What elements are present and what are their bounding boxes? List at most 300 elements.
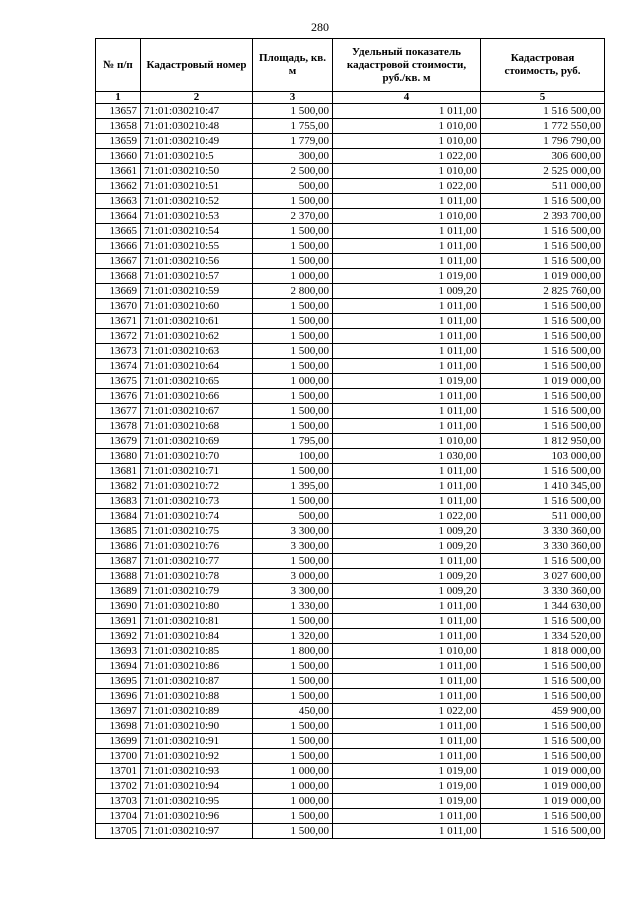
cadastral-number: 71:01:030210:91	[141, 734, 253, 749]
table-body	[96, 104, 605, 839]
cadastral-number: 71:01:030210:64	[141, 359, 253, 374]
cadastral-number: 71:01:030210:94	[141, 779, 253, 794]
table-row	[96, 494, 605, 509]
area-value: 1 500,00	[253, 494, 333, 509]
area-value: 1 500,00	[253, 734, 333, 749]
specific-value: 1 019,00	[333, 764, 481, 779]
area-value: 1 000,00	[253, 779, 333, 794]
table-row	[96, 194, 605, 209]
cadastral-number: 71:01:030210:48	[141, 119, 253, 134]
cadastral-number: 71:01:030210:55	[141, 239, 253, 254]
area-value: 1 320,00	[253, 629, 333, 644]
cadastral-number: 71:01:030210:59	[141, 284, 253, 299]
specific-value: 1 011,00	[333, 239, 481, 254]
table-row	[96, 179, 605, 194]
area-value: 1 000,00	[253, 374, 333, 389]
row-index: 13692	[96, 629, 141, 644]
table-row	[96, 809, 605, 824]
cadastral-number: 71:01:030210:61	[141, 314, 253, 329]
table-row	[96, 104, 605, 119]
header-specific-value: Удельный показатель кадастровой стоимости, руб./кв. м	[333, 39, 481, 92]
specific-value: 1 011,00	[333, 674, 481, 689]
cadastral-value: 1 516 500,00	[481, 689, 605, 704]
cadastral-number: 71:01:030210:92	[141, 749, 253, 764]
row-index: 13658	[96, 119, 141, 134]
row-index: 13675	[96, 374, 141, 389]
specific-value: 1 022,00	[333, 509, 481, 524]
specific-value: 1 011,00	[333, 809, 481, 824]
table-row	[96, 779, 605, 794]
cadastral-value: 1 516 500,00	[481, 719, 605, 734]
table-row	[96, 119, 605, 134]
table-row	[96, 794, 605, 809]
table-row	[96, 524, 605, 539]
table-row	[96, 299, 605, 314]
cadastral-number: 71:01:030210:74	[141, 509, 253, 524]
specific-value: 1 010,00	[333, 434, 481, 449]
row-index: 13689	[96, 584, 141, 599]
cadastral-value: 1 516 500,00	[481, 749, 605, 764]
table-row	[96, 749, 605, 764]
row-index: 13687	[96, 554, 141, 569]
row-index: 13686	[96, 539, 141, 554]
row-index: 13705	[96, 824, 141, 839]
cadastral-number: 71:01:030210:56	[141, 254, 253, 269]
cadastral-value: 1 516 500,00	[481, 329, 605, 344]
table-row	[96, 584, 605, 599]
table-row	[96, 539, 605, 554]
row-index: 13683	[96, 494, 141, 509]
row-index: 13679	[96, 434, 141, 449]
area-value: 1 500,00	[253, 194, 333, 209]
specific-value: 1 011,00	[333, 689, 481, 704]
column-number: 2	[141, 92, 253, 104]
specific-value: 1 019,00	[333, 374, 481, 389]
table-row	[96, 764, 605, 779]
row-index: 13676	[96, 389, 141, 404]
cadastral-number: 71:01:030210:77	[141, 554, 253, 569]
specific-value: 1 011,00	[333, 659, 481, 674]
area-value: 1 330,00	[253, 599, 333, 614]
table-row	[96, 359, 605, 374]
cadastral-value: 1 516 500,00	[481, 659, 605, 674]
area-value: 1 779,00	[253, 134, 333, 149]
table-row	[96, 419, 605, 434]
table-row	[96, 734, 605, 749]
area-value: 1 500,00	[253, 299, 333, 314]
table-row	[96, 629, 605, 644]
specific-value: 1 011,00	[333, 749, 481, 764]
area-value: 450,00	[253, 704, 333, 719]
area-value: 1 500,00	[253, 254, 333, 269]
specific-value: 1 011,00	[333, 299, 481, 314]
table-row	[96, 224, 605, 239]
table-row	[96, 509, 605, 524]
specific-value: 1 019,00	[333, 269, 481, 284]
cadastral-value: 1 516 500,00	[481, 734, 605, 749]
table-row	[96, 824, 605, 839]
cadastral-number: 71:01:030210:66	[141, 389, 253, 404]
row-index: 13668	[96, 269, 141, 284]
cadastral-value: 3 330 360,00	[481, 539, 605, 554]
cadastral-value: 1 516 500,00	[481, 359, 605, 374]
specific-value: 1 010,00	[333, 209, 481, 224]
area-value: 1 500,00	[253, 104, 333, 119]
cadastral-value: 3 330 360,00	[481, 584, 605, 599]
cadastral-number: 71:01:030210:51	[141, 179, 253, 194]
column-number-row	[96, 92, 605, 104]
cadastral-number: 71:01:030210:54	[141, 224, 253, 239]
row-index: 13672	[96, 329, 141, 344]
specific-value: 1 019,00	[333, 794, 481, 809]
specific-value: 1 019,00	[333, 779, 481, 794]
cadastral-number: 71:01:030210:65	[141, 374, 253, 389]
area-value: 1 000,00	[253, 269, 333, 284]
row-index: 13678	[96, 419, 141, 434]
table-row	[96, 269, 605, 284]
row-index: 13684	[96, 509, 141, 524]
cadastral-value: 1 812 950,00	[481, 434, 605, 449]
row-index: 13677	[96, 404, 141, 419]
cadastral-number: 71:01:030210:79	[141, 584, 253, 599]
cadastral-number: 71:01:030210:5	[141, 149, 253, 164]
specific-value: 1 011,00	[333, 479, 481, 494]
row-index: 13661	[96, 164, 141, 179]
specific-value: 1 011,00	[333, 404, 481, 419]
cadastral-number: 71:01:030210:87	[141, 674, 253, 689]
area-value: 2 370,00	[253, 209, 333, 224]
cadastral-number: 71:01:030210:89	[141, 704, 253, 719]
area-value: 1 755,00	[253, 119, 333, 134]
row-index: 13666	[96, 239, 141, 254]
row-index: 13704	[96, 809, 141, 824]
area-value: 500,00	[253, 509, 333, 524]
area-value: 1 500,00	[253, 614, 333, 629]
specific-value: 1 022,00	[333, 179, 481, 194]
row-index: 13703	[96, 794, 141, 809]
cadastral-value: 3 330 360,00	[481, 524, 605, 539]
cadastral-value: 1 516 500,00	[481, 104, 605, 119]
table-row	[96, 614, 605, 629]
row-index: 13691	[96, 614, 141, 629]
cadastral-value: 1 019 000,00	[481, 794, 605, 809]
area-value: 1 795,00	[253, 434, 333, 449]
row-index: 13664	[96, 209, 141, 224]
area-value: 1 500,00	[253, 689, 333, 704]
table-row	[96, 689, 605, 704]
cadastral-value: 1 019 000,00	[481, 764, 605, 779]
cadastral-number: 71:01:030210:70	[141, 449, 253, 464]
specific-value: 1 011,00	[333, 629, 481, 644]
cadastral-number: 71:01:030210:97	[141, 824, 253, 839]
cadastral-value: 1 516 500,00	[481, 344, 605, 359]
cadastral-number: 71:01:030210:90	[141, 719, 253, 734]
cadastral-number: 71:01:030210:81	[141, 614, 253, 629]
cadastral-number: 71:01:030210:76	[141, 539, 253, 554]
table-row	[96, 704, 605, 719]
specific-value: 1 010,00	[333, 164, 481, 179]
area-value: 1 800,00	[253, 644, 333, 659]
cadastral-number: 71:01:030210:78	[141, 569, 253, 584]
area-value: 1 500,00	[253, 749, 333, 764]
cadastral-number: 71:01:030210:50	[141, 164, 253, 179]
specific-value: 1 009,20	[333, 539, 481, 554]
specific-value: 1 011,00	[333, 194, 481, 209]
specific-value: 1 009,20	[333, 584, 481, 599]
table-row	[96, 164, 605, 179]
area-value: 1 500,00	[253, 419, 333, 434]
table-row	[96, 209, 605, 224]
row-index: 13673	[96, 344, 141, 359]
row-index: 13685	[96, 524, 141, 539]
specific-value: 1 010,00	[333, 644, 481, 659]
cadastral-number: 71:01:030210:47	[141, 104, 253, 119]
table-row	[96, 449, 605, 464]
cadastral-number: 71:01:030210:72	[141, 479, 253, 494]
cadastral-number: 71:01:030210:60	[141, 299, 253, 314]
specific-value: 1 011,00	[333, 224, 481, 239]
specific-value: 1 030,00	[333, 449, 481, 464]
cadastral-value: 2 825 760,00	[481, 284, 605, 299]
cadastral-value: 1 516 500,00	[481, 824, 605, 839]
table-row	[96, 134, 605, 149]
table-row	[96, 404, 605, 419]
cadastral-value: 511 000,00	[481, 179, 605, 194]
table-row	[96, 599, 605, 614]
specific-value: 1 011,00	[333, 719, 481, 734]
specific-value: 1 011,00	[333, 494, 481, 509]
specific-value: 1 011,00	[333, 824, 481, 839]
cadastral-number: 71:01:030210:75	[141, 524, 253, 539]
cadastral-number: 71:01:030210:95	[141, 794, 253, 809]
row-index: 13695	[96, 674, 141, 689]
cadastral-value: 1 516 500,00	[481, 614, 605, 629]
cadastral-value: 1 516 500,00	[481, 314, 605, 329]
area-value: 1 500,00	[253, 344, 333, 359]
row-index: 13688	[96, 569, 141, 584]
cadastral-value: 1 772 550,00	[481, 119, 605, 134]
row-index: 13671	[96, 314, 141, 329]
row-index: 13670	[96, 299, 141, 314]
area-value: 3 300,00	[253, 539, 333, 554]
specific-value: 1 022,00	[333, 704, 481, 719]
row-index: 13681	[96, 464, 141, 479]
table-row	[96, 719, 605, 734]
cadastral-number: 71:01:030210:62	[141, 329, 253, 344]
header-area: Площадь, кв. м	[253, 39, 333, 92]
cadastral-value: 1 818 000,00	[481, 644, 605, 659]
table-row	[96, 554, 605, 569]
row-index: 13693	[96, 644, 141, 659]
area-value: 1 500,00	[253, 389, 333, 404]
area-value: 1 500,00	[253, 674, 333, 689]
cadastral-number: 71:01:030210:57	[141, 269, 253, 284]
area-value: 1 500,00	[253, 359, 333, 374]
table-row	[96, 254, 605, 269]
row-index: 13701	[96, 764, 141, 779]
cadastral-value: 1 516 500,00	[481, 419, 605, 434]
cadastral-number: 71:01:030210:93	[141, 764, 253, 779]
cadastral-value: 1 516 500,00	[481, 674, 605, 689]
area-value: 1 500,00	[253, 659, 333, 674]
row-index: 13659	[96, 134, 141, 149]
cadastral-value: 459 900,00	[481, 704, 605, 719]
cadastral-number: 71:01:030210:67	[141, 404, 253, 419]
cadastral-value: 1 019 000,00	[481, 374, 605, 389]
row-index: 13669	[96, 284, 141, 299]
area-value: 1 500,00	[253, 554, 333, 569]
cadastral-number: 71:01:030210:80	[141, 599, 253, 614]
cadastral-number: 71:01:030210:52	[141, 194, 253, 209]
row-index: 13699	[96, 734, 141, 749]
specific-value: 1 011,00	[333, 554, 481, 569]
cadastral-number: 71:01:030210:71	[141, 464, 253, 479]
cadastral-value: 511 000,00	[481, 509, 605, 524]
row-index: 13696	[96, 689, 141, 704]
cadastral-value: 1 516 500,00	[481, 554, 605, 569]
area-value: 3 300,00	[253, 584, 333, 599]
table-row	[96, 434, 605, 449]
cadastral-number: 71:01:030210:53	[141, 209, 253, 224]
cadastral-value: 1 516 500,00	[481, 464, 605, 479]
row-index: 13682	[96, 479, 141, 494]
cadastral-value: 306 600,00	[481, 149, 605, 164]
row-index: 13665	[96, 224, 141, 239]
area-value: 3 000,00	[253, 569, 333, 584]
area-value: 1 500,00	[253, 719, 333, 734]
area-value: 1 500,00	[253, 239, 333, 254]
row-index: 13694	[96, 659, 141, 674]
area-value: 1 500,00	[253, 314, 333, 329]
cadastral-value: 1 516 500,00	[481, 494, 605, 509]
cadastral-table	[95, 38, 605, 839]
cadastral-value: 1 516 500,00	[481, 809, 605, 824]
cadastral-number: 71:01:030210:69	[141, 434, 253, 449]
specific-value: 1 009,20	[333, 524, 481, 539]
area-value: 1 500,00	[253, 464, 333, 479]
table-header-row	[96, 39, 605, 92]
cadastral-value: 1 516 500,00	[481, 194, 605, 209]
table-row	[96, 659, 605, 674]
table-row	[96, 284, 605, 299]
table-row	[96, 239, 605, 254]
specific-value: 1 011,00	[333, 614, 481, 629]
specific-value: 1 011,00	[333, 389, 481, 404]
cadastral-value: 1 516 500,00	[481, 224, 605, 239]
row-index: 13700	[96, 749, 141, 764]
table-row	[96, 374, 605, 389]
cadastral-number: 71:01:030210:63	[141, 344, 253, 359]
area-value: 1 395,00	[253, 479, 333, 494]
column-number: 5	[481, 92, 605, 104]
cadastral-value: 1 410 345,00	[481, 479, 605, 494]
cadastral-number: 71:01:030210:85	[141, 644, 253, 659]
area-value: 1 000,00	[253, 794, 333, 809]
row-index: 13697	[96, 704, 141, 719]
area-value: 500,00	[253, 179, 333, 194]
specific-value: 1 010,00	[333, 134, 481, 149]
header-cadastral-value: Кадастровая стоимость, руб.	[481, 39, 605, 92]
area-value: 3 300,00	[253, 524, 333, 539]
page-number: 280	[311, 20, 329, 34]
row-index: 13702	[96, 779, 141, 794]
specific-value: 1 011,00	[333, 464, 481, 479]
table-row	[96, 389, 605, 404]
cadastral-number: 71:01:030210:49	[141, 134, 253, 149]
table-row	[96, 329, 605, 344]
specific-value: 1 009,20	[333, 284, 481, 299]
cadastral-value: 3 027 600,00	[481, 569, 605, 584]
cadastral-number: 71:01:030210:96	[141, 809, 253, 824]
table-row	[96, 344, 605, 359]
table-row	[96, 464, 605, 479]
header-number: № п/п	[96, 39, 141, 92]
header-cadastral-number: Кадастровый номер	[141, 39, 253, 92]
row-index: 13698	[96, 719, 141, 734]
area-value: 1 500,00	[253, 329, 333, 344]
cadastral-number: 71:01:030210:84	[141, 629, 253, 644]
row-index: 13690	[96, 599, 141, 614]
cadastral-number: 71:01:030210:86	[141, 659, 253, 674]
specific-value: 1 011,00	[333, 329, 481, 344]
area-value: 1 000,00	[253, 764, 333, 779]
specific-value: 1 011,00	[333, 734, 481, 749]
specific-value: 1 009,20	[333, 569, 481, 584]
cadastral-value: 1 516 500,00	[481, 404, 605, 419]
row-index: 13657	[96, 104, 141, 119]
cadastral-value: 1 516 500,00	[481, 299, 605, 314]
cadastral-value: 1 019 000,00	[481, 779, 605, 794]
table-row	[96, 644, 605, 659]
cadastral-value: 2 393 700,00	[481, 209, 605, 224]
area-value: 100,00	[253, 449, 333, 464]
row-index: 13663	[96, 194, 141, 209]
area-value: 1 500,00	[253, 404, 333, 419]
area-value: 1 500,00	[253, 224, 333, 239]
column-number: 3	[253, 92, 333, 104]
cadastral-number: 71:01:030210:73	[141, 494, 253, 509]
cadastral-value: 1 796 790,00	[481, 134, 605, 149]
specific-value: 1 011,00	[333, 359, 481, 374]
row-index: 13674	[96, 359, 141, 374]
specific-value: 1 011,00	[333, 344, 481, 359]
cadastral-value: 1 334 520,00	[481, 629, 605, 644]
table-row	[96, 479, 605, 494]
column-number: 4	[333, 92, 481, 104]
cadastral-value: 1 516 500,00	[481, 239, 605, 254]
area-value: 1 500,00	[253, 824, 333, 839]
cadastral-value: 2 525 000,00	[481, 164, 605, 179]
cadastral-value: 1 516 500,00	[481, 254, 605, 269]
specific-value: 1 011,00	[333, 314, 481, 329]
row-index: 13660	[96, 149, 141, 164]
specific-value: 1 011,00	[333, 254, 481, 269]
column-number: 1	[96, 92, 141, 104]
specific-value: 1 011,00	[333, 419, 481, 434]
area-value: 1 500,00	[253, 809, 333, 824]
cadastral-value: 103 000,00	[481, 449, 605, 464]
cadastral-value: 1 516 500,00	[481, 389, 605, 404]
row-index: 13662	[96, 179, 141, 194]
row-index: 13667	[96, 254, 141, 269]
cadastral-number: 71:01:030210:68	[141, 419, 253, 434]
table-row	[96, 149, 605, 164]
specific-value: 1 011,00	[333, 104, 481, 119]
cadastral-number: 71:01:030210:88	[141, 689, 253, 704]
area-value: 2 800,00	[253, 284, 333, 299]
specific-value: 1 011,00	[333, 599, 481, 614]
cadastral-value: 1 019 000,00	[481, 269, 605, 284]
